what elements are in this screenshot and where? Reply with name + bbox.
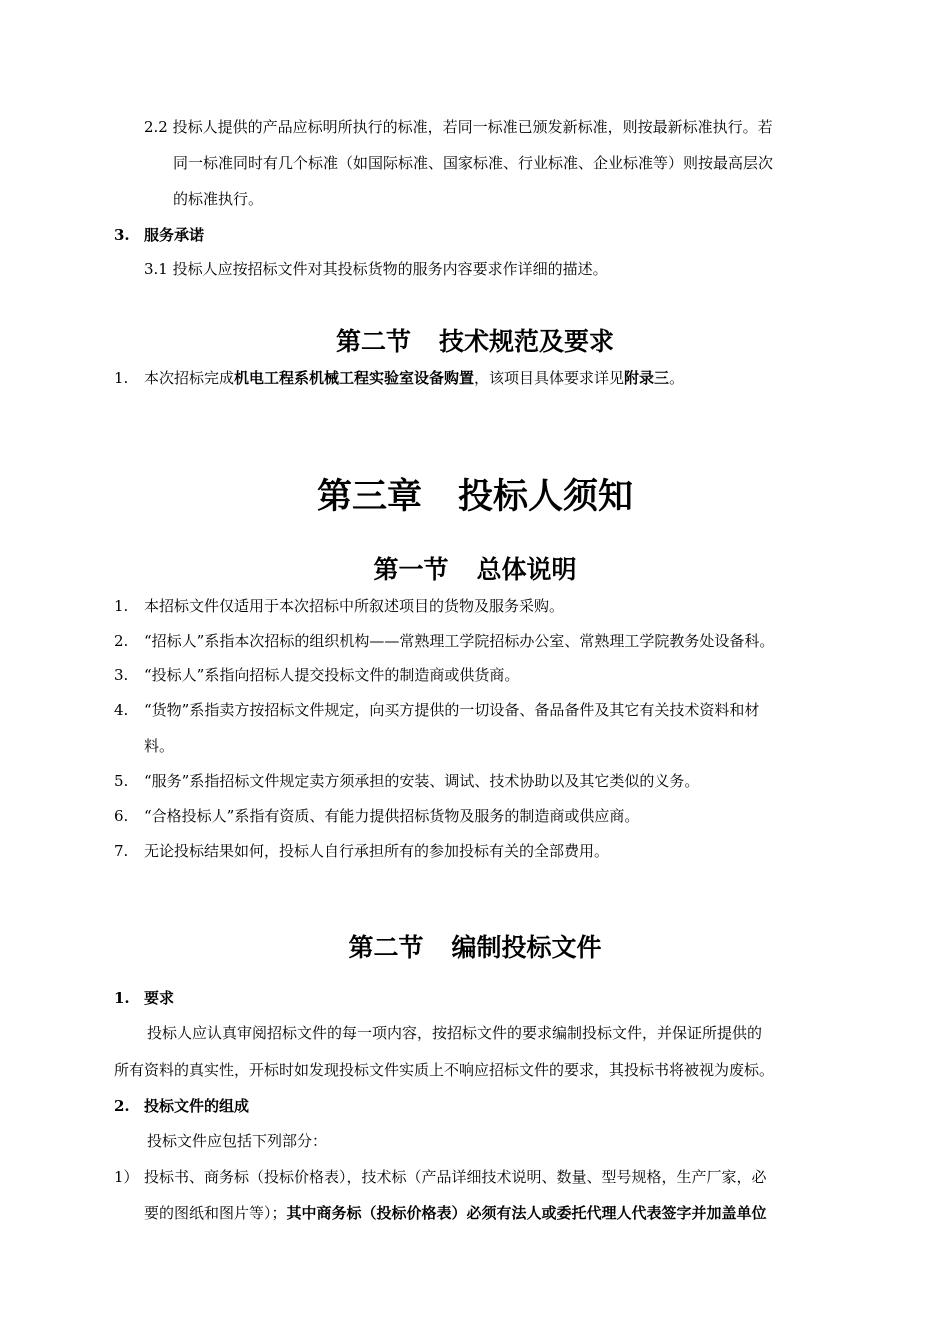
section-number: 第二节: [335, 327, 411, 356]
item-number: 4.: [114, 701, 129, 719]
item-text-emphasis: 其中商务标（投标价格表）必须有法人或委托代理人代表签字并加盖单位: [286, 1204, 767, 1222]
list-item: [114, 771, 699, 791]
paragraph-2-2-line-1: 2.2 投标人提供的产品应标明所执行的标准，若同一标准已颁发新标准，则按最新标准执行。若: [144, 118, 773, 136]
section-heading-general: [0, 554, 950, 586]
list-item: [114, 700, 759, 720]
item-number: 6.: [114, 807, 129, 825]
list-item: [114, 1167, 767, 1187]
paragraph-2-2-line-3: 的标准执行。: [173, 190, 264, 208]
composition-intro: 投标文件应包括下列部分：: [147, 1132, 328, 1150]
item-title: 要求: [144, 989, 175, 1007]
chapter-heading: [0, 475, 950, 519]
item-text: 无论投标结果如何，投标人自行承担所有的参加投标有关的全部费用。: [144, 842, 610, 860]
item-number: 5.: [114, 772, 129, 790]
item-text-prefix: 本次招标完成: [144, 369, 235, 387]
item-number: 7.: [114, 842, 129, 860]
tech-item-1: [114, 368, 684, 388]
item-title: 投标文件的组成: [144, 1097, 250, 1115]
paragraph-3-1: 3.1 投标人应按招标文件对其投标货物的服务内容要求作详细的描述。: [144, 260, 608, 278]
item-title: 服务承诺: [144, 226, 205, 244]
section-title: 技术规范及要求: [439, 327, 615, 356]
item-number: 2.: [114, 1097, 130, 1115]
item-number: 3.: [114, 666, 129, 684]
item-text: “服务”系指招标文件规定卖方须承担的安装、调试、技术协助以及其它类似的义务。: [144, 772, 700, 790]
item-text: “货物”系指卖方按招标文件规定，向买方提供的一切设备、备品备件及其它有关技术资料和材: [144, 701, 760, 719]
composition-heading: [114, 1096, 249, 1116]
item-number: 2.: [114, 632, 129, 650]
requirement-paragraph-line-1: 投标人应认真审阅招标文件的每一项内容，按招标文件的要求编制投标文件，并保证所提供的: [147, 1024, 763, 1042]
item-number: 3.: [114, 226, 130, 244]
item-3-heading: [114, 225, 204, 245]
project-name: 机电工程系机械工程实验室设备购置: [234, 369, 475, 387]
section-number: 第二节: [348, 933, 424, 962]
section-title: 编制投标文件: [451, 933, 602, 962]
list-item: [114, 631, 774, 651]
list-item-continuation: [144, 1203, 767, 1223]
item-text: 本招标文件仅适用于本次招标中所叙述项目的货物及服务采购。: [144, 597, 565, 615]
paragraph-2-2-line-2: 同一标准同时有几个标准（如国际标准、国家标准、行业标准、企业标准等）则按最高层次: [173, 154, 774, 172]
item-number: 1）: [114, 1168, 139, 1186]
item-text: “投标人”系指向招标人提交投标文件的制造商或供货商。: [144, 666, 520, 684]
section-title: 总体说明: [476, 555, 577, 584]
item-number: 1.: [114, 369, 129, 387]
item-text: “合格投标人”系指有资质、有能力提供招标货物及服务的制造商或供应商。: [144, 807, 640, 825]
appendix-reference: 附录三: [624, 369, 670, 387]
item-text-end: 。: [669, 369, 685, 387]
requirement-heading: [114, 988, 174, 1008]
list-item: [114, 596, 564, 616]
section-heading-technical: [0, 326, 950, 358]
list-item-continuation: 料。: [144, 737, 175, 755]
item-number: 1.: [114, 597, 129, 615]
section-number: 第一节: [373, 555, 449, 584]
chapter-title: 投标人须知: [458, 476, 634, 517]
requirement-paragraph-line-2: 所有资料的真实性，开标时如发现投标文件实质上不响应招标文件的要求，其投标书将被视为废标。: [114, 1061, 775, 1079]
item-number: 1.: [114, 989, 130, 1007]
item-text: “招标人”系指本次招标的组织机构——常熟理工学院招标办公室、常熟理工学院教务处设备科。: [144, 632, 775, 650]
list-item: [114, 665, 519, 685]
item-text: 要的图纸和图片等）；: [144, 1204, 287, 1222]
list-item: [114, 806, 639, 826]
item-text: 投标书、商务标（投标价格表），技术标（产品详细技术说明、数量、型号规格，生产厂家，必: [144, 1168, 767, 1186]
chapter-number: 第三章: [316, 476, 422, 517]
section-heading-preparation: [0, 932, 950, 964]
item-text-middle: ，该项目具体要求详见: [474, 369, 625, 387]
list-item: [114, 841, 609, 861]
